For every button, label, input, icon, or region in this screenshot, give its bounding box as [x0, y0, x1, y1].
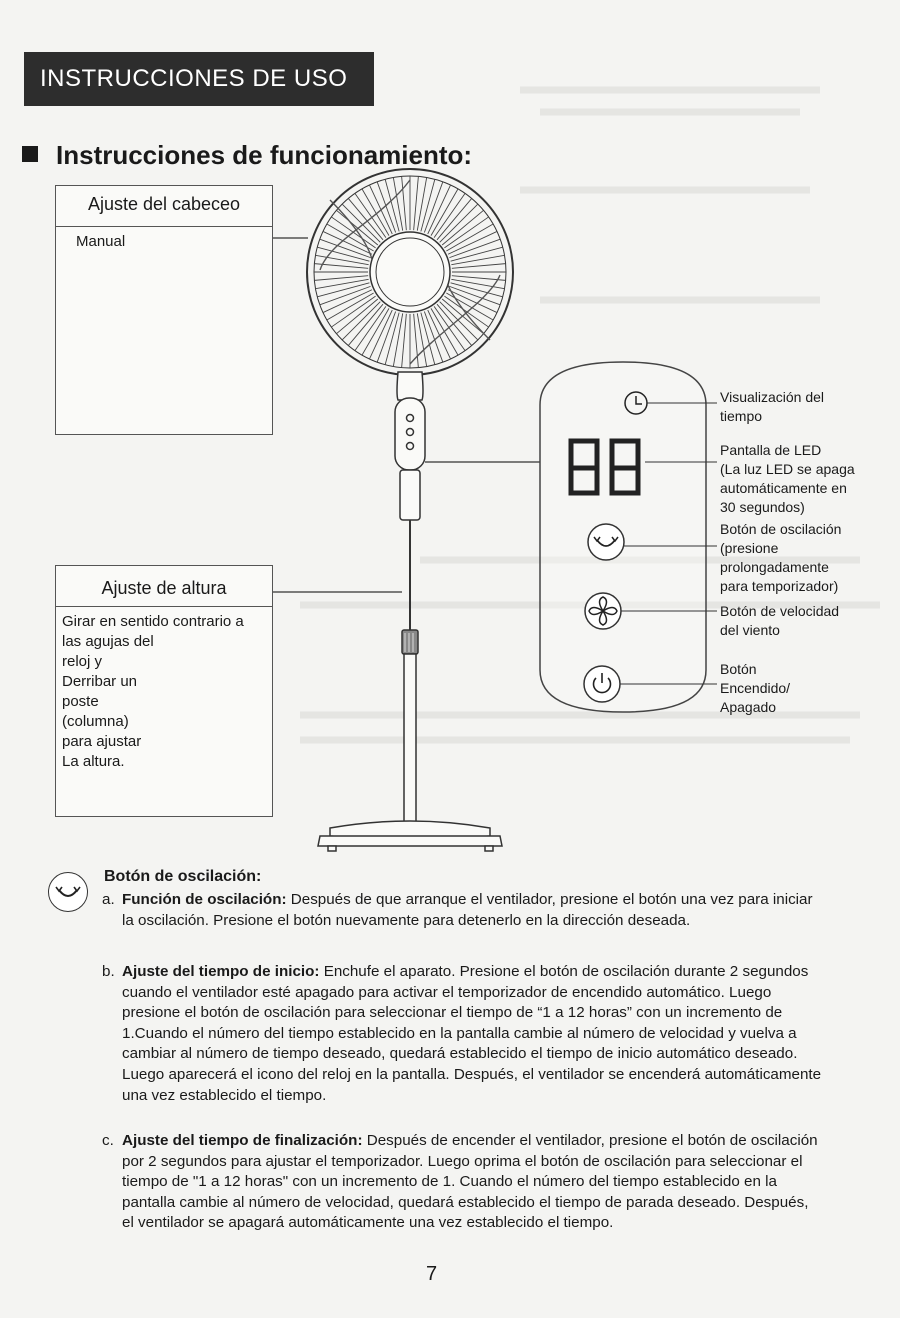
label-oscillation-button: Botón de oscilación (presione prolongadamente para temporizador) [720, 521, 842, 594]
grille-spoke [442, 210, 483, 245]
item-heading: Función de oscilación: [122, 891, 287, 908]
item-text: Después de que arranque el ventilador, presione el botón una vez para iniciar la oscilación. Presione el botón nuevamente para detenerlo en la dirección deseada. [122, 891, 813, 929]
head-adjust-mode: Manual [76, 233, 126, 250]
height-adjust-title: Ajuste de altura [101, 578, 227, 598]
grille-spoke [451, 255, 504, 264]
divider [56, 606, 272, 607]
fan-speed-icon [585, 593, 621, 629]
oscillation-icon [48, 872, 88, 912]
grille-spoke [315, 279, 368, 288]
grille-spoke [444, 217, 488, 248]
height-adjust-text: Girar en sentido contrario a las agujas del reloj y Derribar un poste (columna) para ajustar La altura. [62, 613, 244, 770]
header-bar [24, 52, 374, 106]
grille-spoke [402, 314, 407, 368]
grille-spoke [348, 304, 383, 345]
item-letter: c. [102, 1132, 114, 1149]
grille-spoke [437, 198, 472, 239]
grille-spoke [314, 276, 368, 281]
label-power-button: Botón Encendido/ Apagado [720, 661, 791, 715]
fan-head [307, 169, 513, 375]
item-text: Después de encender el ventilador, presione el botón de oscilación por 2 segundos para ajustar el temporizador. Luego oprima el botón de oscilación para seleccionar el tiempo de "1 a 12 horas" con un incremento de 1. Cuando el número del tiempo establecido en la pantalla cambie al número de velocidad, quedará establecido el tiempo de parada deseado. Después, el ventilador se apagará automáticamente una vez establecido el tiempo. [122, 1132, 818, 1232]
grille-spoke [437, 304, 472, 345]
item-letter: b. [102, 963, 115, 980]
item-letter: a. [102, 891, 115, 908]
grille-spoke [393, 177, 402, 230]
section-title-text: Instrucciones de funcionamiento: [56, 140, 473, 170]
item-heading: Ajuste del tiempo de inicio: [122, 963, 320, 980]
label-speed-button: Botón de velocidad del viento [720, 603, 840, 638]
item-text: Enchufe el aparato. Presione el botón de oscilación durante 2 segundos cuando el ventilador esté apagado para activar el temporizador de encendido automático. Luego presione el botón de oscilación para seleccionar el tiempo de “1 a 12 horas” con un incremento de 1.Cuando el número del tiempo establecido en la pantalla cambie al número de velocidad y vuelva a cambiar al número de tiempo deseado, quedará establecido el tiempo de inicio automático deseado. Luego aparecerá el icono del reloj en la pantalla. Después, el ventilador se encenderá automáticamente una vez establecido el tiempo. [122, 963, 822, 1104]
oscillation-section-title: Botón de oscilación: [104, 868, 262, 885]
section-title [22, 140, 472, 171]
grille-spoke [336, 299, 377, 334]
fan-pole [318, 372, 502, 851]
grille-spoke [355, 306, 386, 350]
bullet-square [22, 146, 38, 162]
height-adjust-box [55, 565, 273, 817]
divider [56, 226, 272, 227]
head-adjust-box [55, 185, 273, 435]
grille-spoke [417, 313, 426, 366]
grille-spoke [355, 193, 386, 237]
head-adjust-title: Ajuste del cabeceo [87, 194, 241, 214]
page-number: 7 [426, 1263, 438, 1285]
label-time-display: Visualización del tiempo [720, 389, 825, 424]
instruction-item-c [102, 1131, 822, 1234]
item-heading: Ajuste del tiempo de finalización: [122, 1132, 363, 1149]
grille-spoke [336, 210, 377, 245]
grille-spoke [434, 193, 465, 237]
grille-spoke [393, 313, 402, 366]
grille-spoke [417, 177, 426, 230]
instruction-item-a [102, 890, 822, 931]
grille-spoke [414, 176, 419, 230]
grille-spoke [331, 296, 375, 327]
oscillation-button-icon [588, 524, 624, 560]
instruction-item-b [102, 962, 822, 1106]
grille-spoke [348, 198, 383, 239]
grille-spoke [434, 306, 465, 350]
header-title: INSTRUCCIONES DE USO [40, 65, 348, 92]
grille-spoke [452, 264, 506, 269]
power-button-icon [584, 666, 620, 702]
grille-spoke [444, 296, 488, 327]
led-display-value [0, 0, 1, 1]
label-led-screen: Pantalla de LED (La luz LED se apaga automáticamente en 30 segundos) [720, 442, 855, 515]
